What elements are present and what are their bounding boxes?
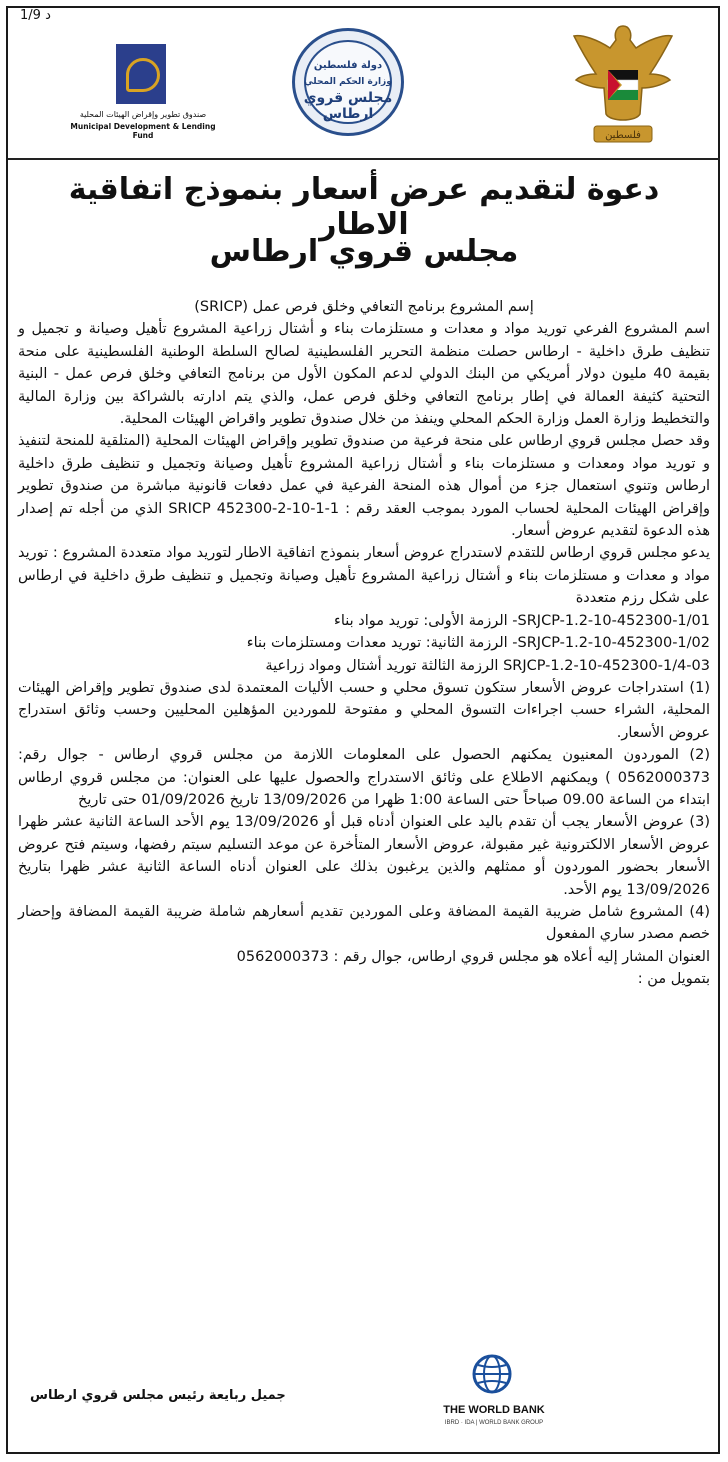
flag-shield — [608, 70, 638, 100]
clause-1: (1) استدراجات عروض الأسعار ستكون تسوق محلي و حسب الأليات المعتمدة لدى صندوق تطوير وإقراض الهيئات المحلية، الشراء حسب اجراءات التسوق المحلي و مفتوحة للموردين المؤهلين المحليين وحسب وثائق استدراج عروض الأسعار. — [18, 679, 710, 741]
seal-line-1: دولة فلسطين — [313, 60, 383, 71]
announcement-subtitle: مجلس قروي ارطاس — [209, 234, 519, 269]
grant-paragraph: وقد حصل مجلس قروي ارطاس على منحة فرعية من صندوق تطوير وإقراض الهيئات المحلية (المتلقية للمنحة لتنفيذ و توريد مواد ومعدات و مستلزمات بناء و أشتال زراعية المشروع تأهيل وصيانة وتجميل و تنظيف طرق داخلية ارطاس وتنوي استعمال جزء من أموال هذه المنحة الفرعية في عمل دفعات قانونية مباشرة من صندوق تطوير وإقراض الهيئات المحلية لحساب المورد بموجب العقد رقم : SRICP 452300-2-10-1-1 الذي من أجله تم إصدار هذه الدعوة لتقديم عروض أسعار. — [18, 433, 710, 540]
palestine-eagle-icon — [570, 18, 676, 154]
seal-line-2: وزارة الحكم المحلي — [304, 77, 392, 87]
clause-4: (4) المشروع شامل ضريبة القيمة المضافة وعلى الموردين تقديم أسعارهم شاملة ضريبة القيمة المضافة وإحضار خصم مصدر ساري المفعول — [18, 903, 710, 943]
funded-by-label: بتمويل من : — [637, 971, 710, 988]
subproject-paragraph: اسم المشروع الفرعي توريد مواد و معدات و مستلزمات بناء و أشتال زراعية المشروع تأهيل وصيانة و تجميل و تنظيف طرق داخلية - ارطاس حصلت منظمة التحرير الفلسطينية لصالح السلطة الوطنية الفلسطينية على منحة بقيمة 40 مليون دولار أمريكي من البنك الدولي لدعم المكون الأول من برنامج التعافي وخلق فرص عمل - البنية التحتية كثيفة العمالة في إطار برنامج التعافي وخلق فرص عمل، والذي يتم ادارته بالشراكة بين وزارة المالية والتخطيط وزارة العمل وزارة الحكم المحلي وينفذ من خلال صندوق تطوير واقراض الهيئات المحلية. — [18, 321, 710, 428]
world-bank-logo — [434, 1354, 554, 1446]
announcement-body — [18, 296, 710, 991]
mdlf-name-english: Municipal Development & Lending Fund — [70, 122, 216, 140]
village-council-seal — [292, 28, 408, 138]
project-name: إسم المشروع برنامج التعافي وخلق فرص عمل (SRICP) — [194, 299, 534, 315]
world-bank-subtitle: IBRD · IDA | WORLD BANK GROUP — [444, 1420, 544, 1426]
world-bank-globe-icon — [472, 1354, 512, 1394]
mdlf-name-arabic: صندوق تطوير وإقراض الهيئات المحلية — [79, 110, 207, 119]
seal-text — [292, 58, 404, 122]
page-reference: 1/9 د — [20, 8, 51, 23]
world-bank-name: THE WORLD BANK — [443, 1404, 545, 1416]
mdlf-emblem-icon — [116, 44, 166, 104]
package-3: SRJCP-1.2-10-452300-1/4-03 الرزمة الثالثة توريد أشتال ومواد زراعية — [265, 657, 710, 674]
clause-2: (2) الموردون المعنيون يمكنهم الحصول على المعلومات اللازمة من مجلس قروي ارطاس - جوال رقم: 0562000373 ) ويمكنهم الاطلاع على وثائق الاستدراج والحصول عليها على العنوان: من مجلس قروي ارطاس ابتداء من الساعة 09.00 صباحاً حتى الساعة 1:00 ظهرا من 13/09/2026 تاريخ 01/09/2026 حتى تاريخ — [18, 747, 710, 808]
signature-line: جميل ربايعة رئيس مجلس قروي ارطاس — [30, 1388, 286, 1403]
header-divider — [8, 158, 720, 160]
clause-3: (3) عروض الأسعار يجب أن تقدم باليد على العنوان أدناه قبل أو 13/09/2026 يوم الأحد الساعة الثانية عشر ظهرا عروض الأسعار الالكترونية غير مقبولة، عروض الأسعار المتأخرة عن موعد التسليم سيتم رفضها، وسيتم فتح عروض الأسعار بحضور الموردون أو ممثلهم والذين يرغبون بذلك على العنوان أدناه الساعة الثانية عشر ظهرا بتاريخ 13/09/2026 يوم الأحد. — [18, 814, 710, 898]
invitation-paragraph: يدعو مجلس قروي ارطاس للتقدم لاستدراج عروض أسعار بنموذج اتفاقية الاطار لتوريد مواد متعددة المشروع : توريد مواد و معدات و مستلزمات بناء و أشتال زراعية المشروع تأهيل وصيانة وتجميل و تنظيف طرق داخلية في ارطاس على شكل رزم متعددة — [18, 545, 710, 607]
package-1: SRJCP-1.2-10-452300-1/01- الرزمة الأولى: توريد مواد بناء — [334, 612, 710, 629]
package-2: SRJCP-1.2-10-452300-1/02- الرزمة الثانية: توريد معدات ومستلزمات بناء — [246, 635, 710, 652]
address-line: العنوان المشار إليه أعلاه هو مجلس قروي ارطاس، جوال رقم : 0562000373 — [236, 948, 710, 965]
eagle-label: فلسطين — [605, 130, 641, 141]
announcement-title: دعوة لتقديم عرض أسعار بنموذج اتفاقية الاطار — [68, 172, 660, 242]
mdlf-logo — [68, 38, 218, 138]
seal-line-3: مجلس قروي ارطاس — [303, 90, 393, 122]
